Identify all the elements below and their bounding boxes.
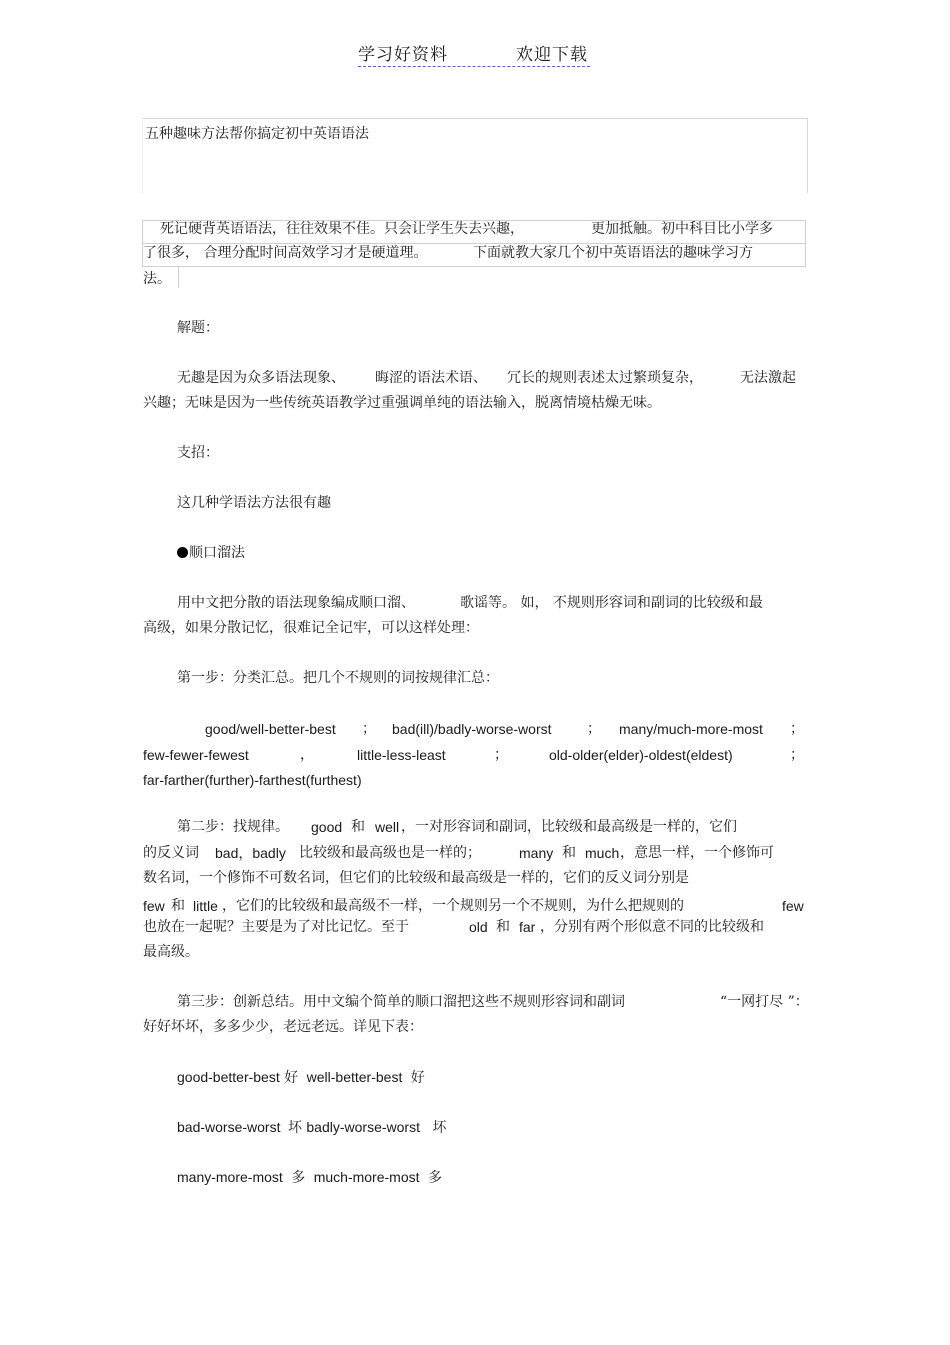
intro-line-1a: 死记硬背英语语法，往往效果不佳。只会让学生失去兴趣， <box>160 221 524 237</box>
step2-line1e: ，一对形容词和副词，比较级和最高级是一样的，它们 <box>401 819 737 835</box>
word-group-good: good/well-better-best <box>205 721 336 737</box>
table-cell: many-more-most <box>177 1169 283 1185</box>
table-cell: 坏 <box>287 1120 302 1136</box>
step2-line1a: 第二步：找规律。 <box>177 819 289 835</box>
table-cell: 坏 <box>432 1120 447 1136</box>
table-cell: well-better-best <box>306 1069 403 1085</box>
table-cell: 多 <box>291 1170 306 1186</box>
jieti-line-1a: 无趣是因为众多语法现象、 <box>177 370 345 386</box>
step2-line5a: 也放在一起呢？主要是为了对比记忆。至于 <box>143 919 409 935</box>
step2-line2a: 的反义词 <box>143 845 199 861</box>
step3-line2: 好好坏坏，多多少少，老远老远。详见下表： <box>143 1019 423 1035</box>
word-group-little: little-less-least <box>357 747 446 763</box>
jieti-heading: 解题： <box>177 320 219 336</box>
table-cell: good-better-best <box>177 1069 280 1085</box>
step2-line2b: bad，badly <box>215 845 286 861</box>
step2-line2g: ，意思一样，一个修饰可 <box>620 845 774 861</box>
step2-line6: 最高级。 <box>143 944 199 960</box>
bullet-icon <box>177 547 188 558</box>
page-header <box>358 40 590 67</box>
intro-line-2a: 了很多， 合理分配时间高效学习才是硬道理。 <box>143 245 428 261</box>
separator: ； <box>494 747 508 763</box>
method-title: 顺口溜法 <box>189 545 245 561</box>
step2-line4d: ，它们的比较级和最高级不一样，一个规则另一个不规则，为什么把规则的 <box>222 898 684 914</box>
table-cell: 多 <box>427 1170 442 1186</box>
step2-line4b: 和 <box>171 898 185 914</box>
word-group-old: old-older(elder)-oldest(eldest) <box>549 747 733 763</box>
table-cell: 好 <box>410 1070 425 1086</box>
step2-line2c: 比较级和最高级也是一样的； <box>299 845 481 861</box>
step2-line5d: far <box>519 919 536 935</box>
separator: ； <box>587 721 601 737</box>
title-box <box>142 118 808 193</box>
step2-line4c: little <box>193 898 218 914</box>
method-desc-2: 高级，如果分散记忆，很难记全记牢，可以这样处理： <box>143 620 479 636</box>
table-cell: much-more-most <box>313 1169 420 1185</box>
zhizhao-heading: 支招： <box>177 445 219 461</box>
intro-line-1b: 更加抵触。初中科目比小学多 <box>591 221 773 237</box>
jieti-line-1b: 晦涩的语法术语、 <box>375 370 487 386</box>
step3-line1a: 第三步：创新总结。用中文编个简单的顺口溜把这些不规则形容词和副词 <box>177 994 625 1010</box>
header-right-text: 欢迎下载 <box>516 45 588 65</box>
table-row <box>177 1065 425 1091</box>
intro-line-3: 法。 <box>143 271 171 287</box>
method-heading <box>177 541 245 566</box>
separator: ； <box>362 721 376 737</box>
jieti-line-2: 兴趣；无味是因为一些传统英语教学过重强调单纯的语法输入，脱离情境枯燥无味。 <box>143 395 661 411</box>
jieti-line-1c: 冗长的规则表述太过繁琐复杂， <box>507 370 703 386</box>
table-row <box>177 1165 442 1191</box>
table-cell: 好 <box>284 1070 299 1086</box>
word-group-many: many/much-more-most <box>619 721 763 737</box>
header-left-text: 学习好资料 <box>358 45 448 65</box>
step2-line1d: well <box>375 819 400 835</box>
step1-heading: 第一步：分类汇总。把几个不规则的词按规律汇总： <box>177 670 499 686</box>
step2-line5b: old <box>469 919 488 935</box>
step2-line5e: ，分别有两个形似意不同的比较级和 <box>540 919 764 935</box>
step2-line1c: 和 <box>351 819 365 835</box>
step2-line4e: few <box>782 898 804 914</box>
step2-line2e: 和 <box>562 845 576 861</box>
separator: ； <box>790 747 804 763</box>
word-group-bad: bad(ill)/badly-worse-worst <box>392 721 552 737</box>
step2-line5c: 和 <box>496 919 510 935</box>
step2-line2f: much <box>585 845 620 861</box>
method-desc-1b: 歌谣等。 如， 不规则形容词和副词的比较级和最 <box>460 595 763 611</box>
step2-line2d: many <box>519 845 554 861</box>
jieti-line-1d: 无法激起 <box>740 370 796 386</box>
table-row <box>177 1115 446 1141</box>
step3-line1b: “一网打尽 ”： <box>720 994 809 1010</box>
zhizhao-sub: 这几种学语法方法很有趣 <box>177 495 331 511</box>
step2-line1b: good <box>311 819 343 835</box>
separator: ； <box>790 721 804 737</box>
word-group-few: few-fewer-fewest <box>143 747 249 763</box>
table-cell: bad-worse-worst <box>177 1119 281 1135</box>
method-desc-1a: 用中文把分散的语法现象编成顺口溜、 <box>177 595 415 611</box>
word-group-far: far-farther(further)-farthest(furthest) <box>143 772 362 788</box>
separator: ， <box>300 747 314 763</box>
document-title: 五种趣味方法帮你搞定初中英语语法 <box>145 126 369 142</box>
step2-line4a: few <box>143 898 165 914</box>
table-cell: badly-worse-worst <box>306 1119 420 1135</box>
step2-line3: 数名词，一个修饰不可数名词，但它们的比较级和最高级是一样的，它们的反义词分别是 <box>143 870 689 886</box>
intro-line-2b: 下面就教大家几个初中英语语法的趣味学习方 <box>473 245 753 261</box>
